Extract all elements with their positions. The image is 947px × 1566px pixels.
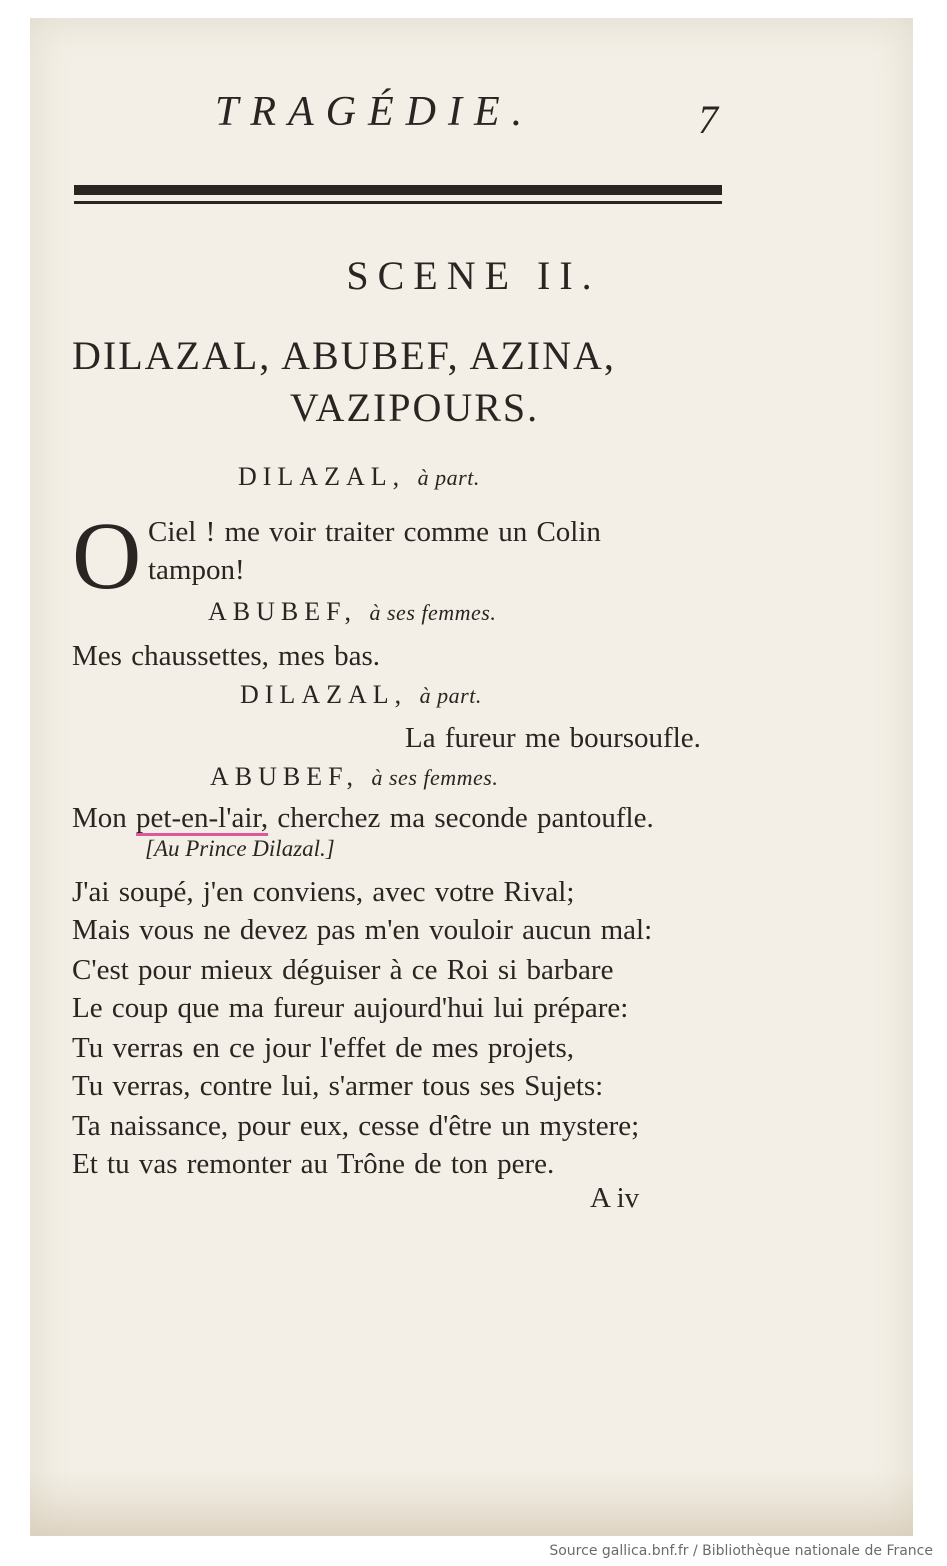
verse-line: Ciel ! me voir traiter comme un Colin (148, 516, 601, 548)
verse-line: Ta naissance, pour eux, cesse d'être un mystere; (72, 1110, 640, 1142)
verse-line: La fureur me boursoufle. (405, 722, 701, 754)
speaker-dilazal-1 (238, 462, 480, 492)
speaker-name: DILAZAL, (238, 462, 406, 491)
verse-line: tampon! (148, 554, 245, 586)
speaker-abubef-2 (210, 762, 498, 792)
verse-line: Mais vous ne devez pas m'en vouloir aucun mal: (72, 914, 653, 946)
drop-cap: O (72, 502, 142, 609)
source-credit: Source gallica.bnf.fr / Bibliothèque nationale de France (549, 1543, 933, 1559)
verse-word: cherchez ma seconde pantoufle. (277, 802, 654, 834)
verse-line: Le coup que ma fureur aujourd'hui lui prépare: (72, 992, 629, 1024)
verse-line: Et tu vas remonter au Trône de ton pere. (72, 1148, 555, 1180)
stage-direction: à part. (419, 683, 482, 708)
verse-line: J'ai soupé, j'en conviens, avec votre Rival; (72, 876, 575, 908)
verse-line-annotated (72, 798, 722, 838)
speaker-name: DILAZAL, (240, 680, 408, 709)
stage-direction: à ses femmes. (369, 600, 497, 625)
header-rule-thin (74, 201, 722, 204)
stage-direction: à ses femmes. (371, 765, 499, 790)
speaker-dilazal-2 (240, 680, 482, 710)
running-title: TRAGÉDIE. (215, 89, 535, 135)
scene-characters (72, 330, 727, 434)
verse-word: Mon (72, 802, 127, 834)
stage-note: [Au Prince Dilazal.] (145, 836, 335, 861)
header-rule-thick (74, 185, 722, 195)
verse-line: Tu verras en ce jour l'effet de mes projets, (72, 1032, 575, 1064)
highlighted-phrase: pet-en-l'air, (136, 802, 269, 834)
verse-line: C'est pour mieux déguiser à ce Roi si barbare (72, 954, 614, 986)
signature-mark: A iv (590, 1182, 640, 1214)
page-number: 7 (698, 97, 718, 142)
speaker-abubef-1 (208, 597, 496, 627)
verse-line: Tu verras, contre lui, s'armer tous ses Sujets: (72, 1070, 604, 1102)
characters-line-1: DILAZAL, ABUBEF, AZINA, (72, 333, 616, 378)
page-edge-stain (30, 1470, 913, 1536)
characters-line-2: VAZIPOURS. (289, 385, 540, 430)
scene-heading: SCENE II. (346, 253, 601, 298)
speaker-name: ABUBEF, (210, 762, 359, 791)
stage-direction: à part. (417, 465, 480, 490)
speaker-name: ABUBEF, (208, 597, 357, 626)
verse-line: Mes chaussettes, mes bas. (72, 640, 381, 672)
